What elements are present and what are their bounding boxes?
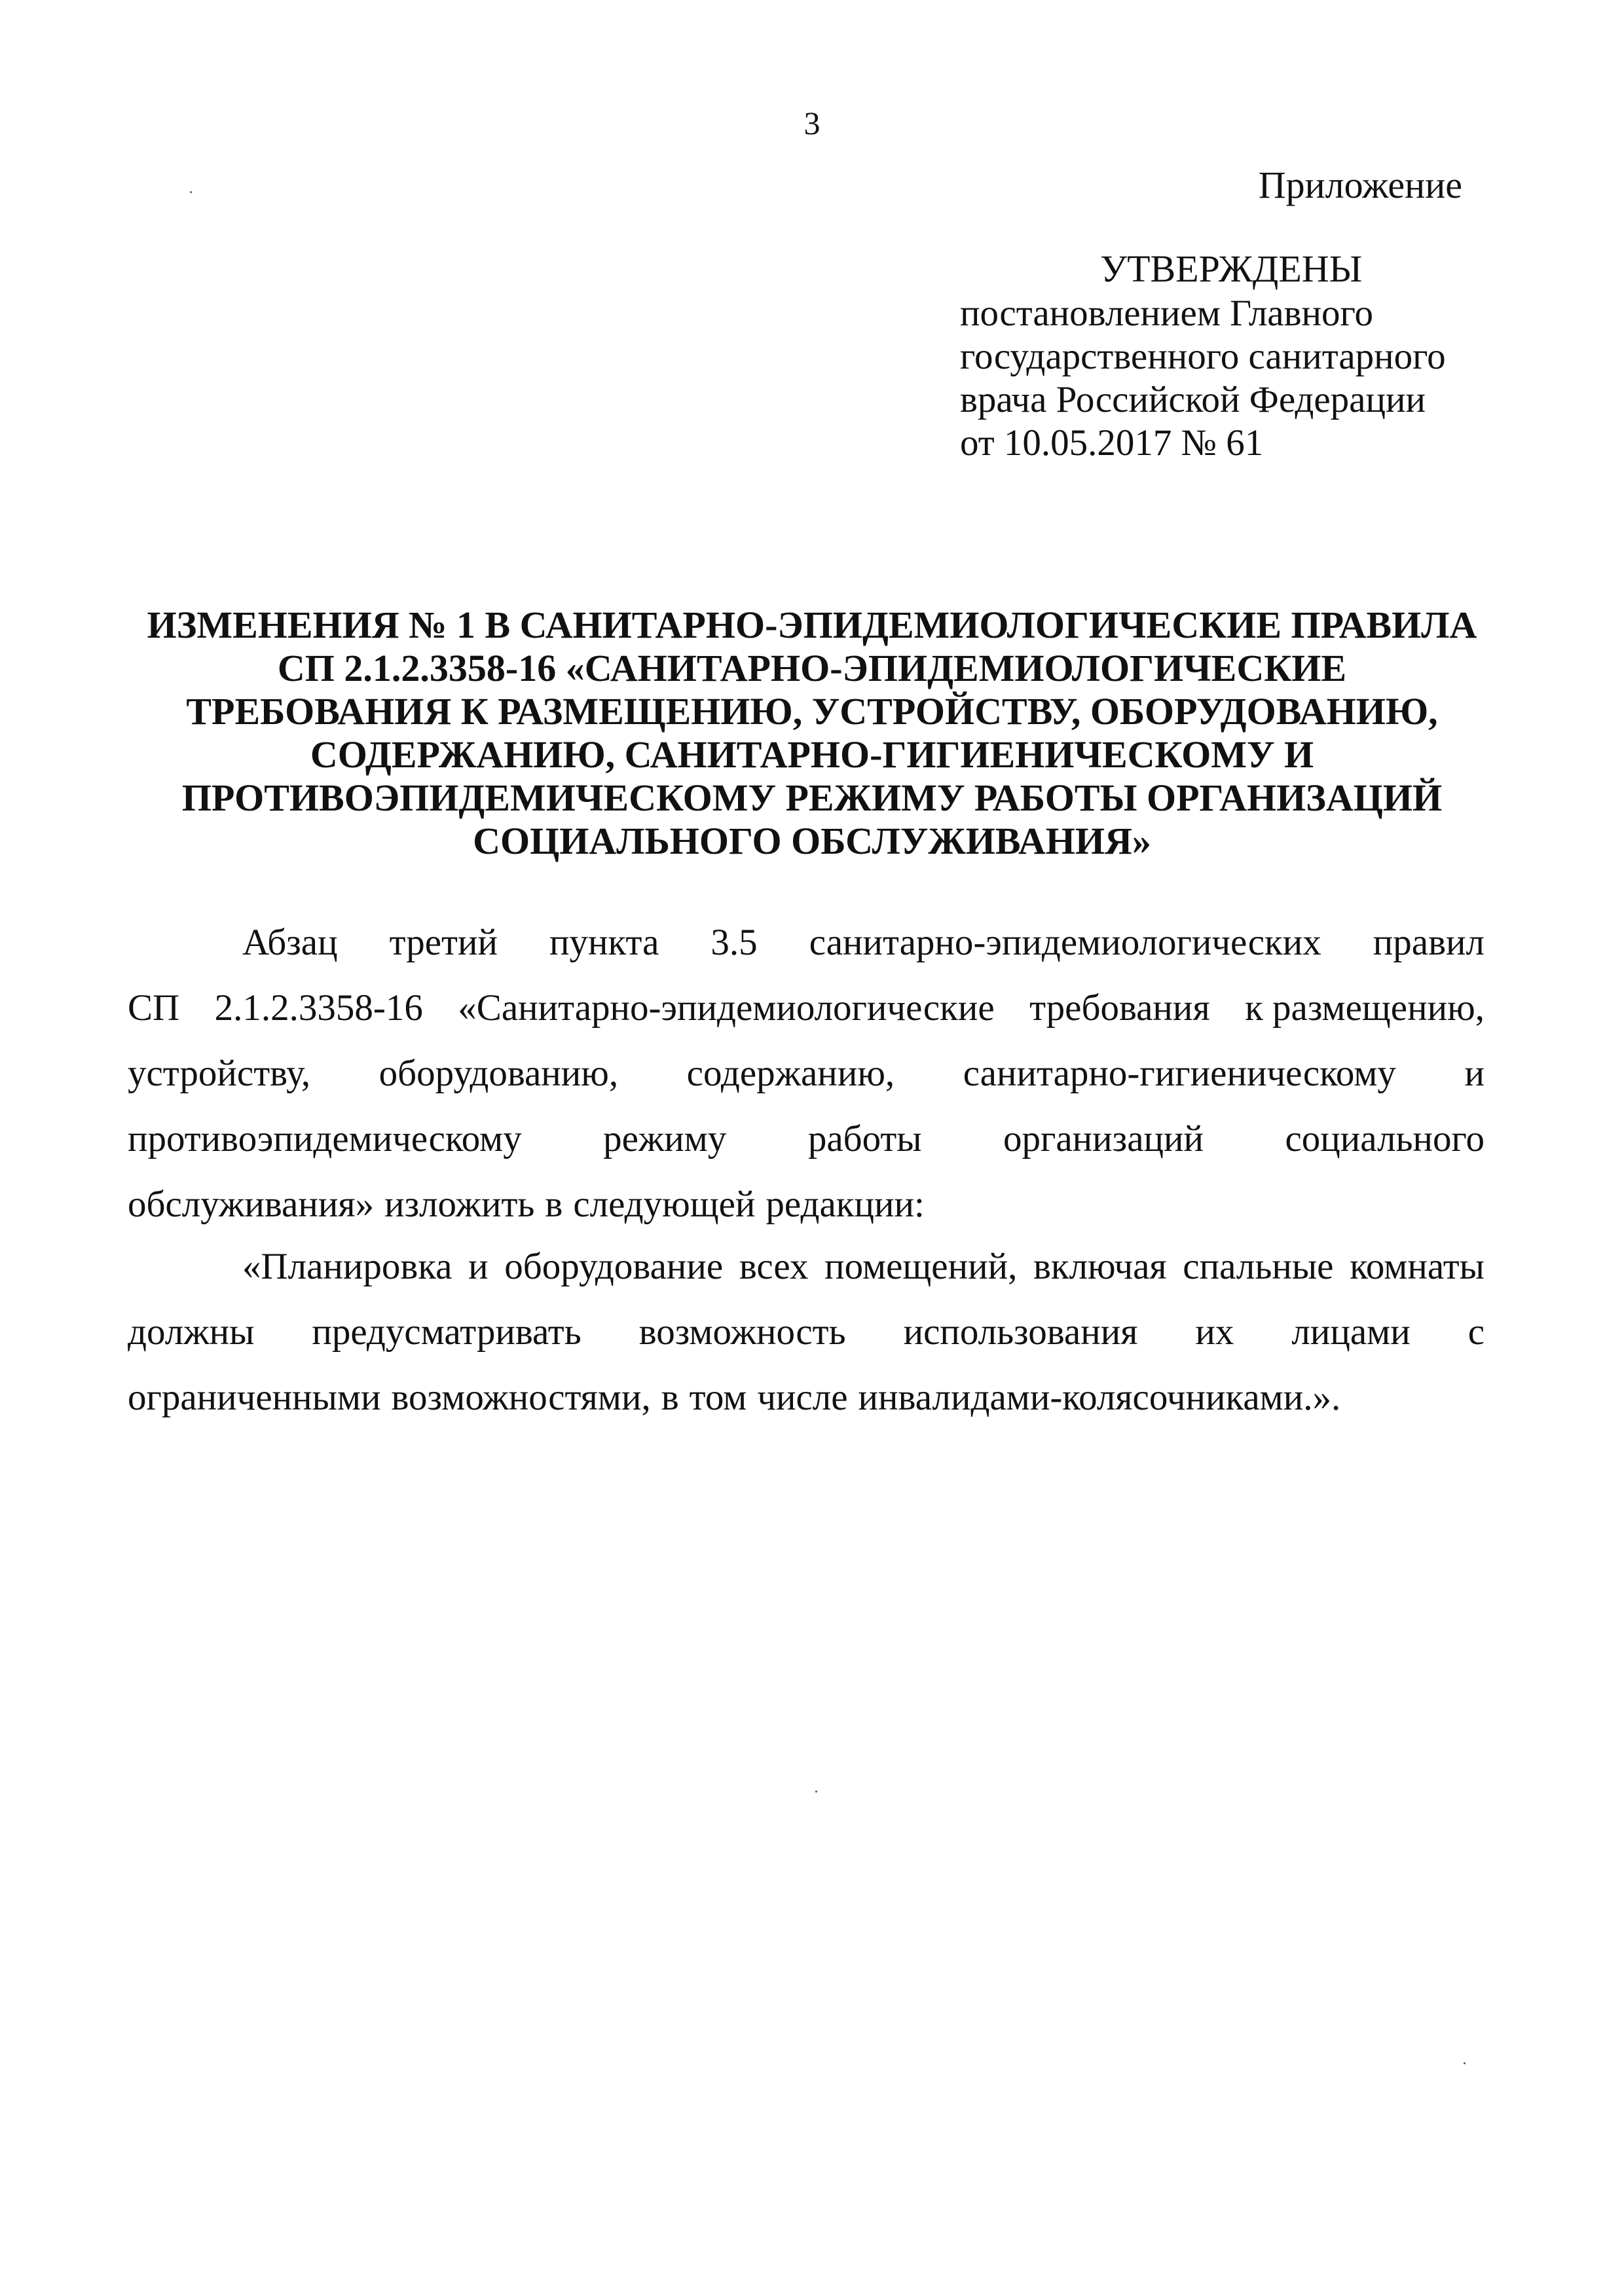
text-line [128,910,1485,975]
word: комнаты [1350,1246,1485,1287]
paragraph-new-wording [128,1234,1485,1430]
approval-line: государственного санитарного [960,336,1446,377]
word: 3.5 [710,922,758,963]
approval-line: врача Российской Федерации [960,379,1426,420]
word: всех [739,1246,809,1287]
word: в [661,1377,679,1418]
word: числе [757,1377,848,1418]
word: противоэпидемическому [128,1118,522,1159]
word: к размещению, [1245,987,1485,1029]
word: санитарно-эпидемиологических [809,922,1321,963]
title-line: ИЗМЕНЕНИЯ № 1 В САНИТАРНО-ЭПИДЕМИОЛОГИЧЕСКИЕ ПРАВИЛА [147,604,1477,646]
word: социального [1285,1118,1485,1159]
word: их [1195,1311,1234,1353]
approval-date-number: от 10.05.2017 № 61 [960,422,1264,464]
word: работы [807,1118,922,1159]
text-line [128,1106,1485,1172]
word: лицами [1291,1311,1411,1353]
scan-speck [190,191,192,193]
title-line: СП 2.1.2.3358-16 «САНИТАРНО-ЭПИДЕМИОЛОГИЧЕСКИЕ [277,647,1347,689]
approval-line: постановлением Главного [960,293,1373,334]
title-line: СОЦИАЛЬНОГО ОБСЛУЖИВАНИЯ» [473,820,1151,862]
approved-title: УТВЕРЖДЕНЫ [1100,247,1363,290]
word: ограниченными [128,1377,381,1418]
word: с [1467,1311,1485,1353]
scan-speck [815,1791,817,1793]
text-line [128,1365,1485,1430]
word: СП [128,987,180,1029]
word: содержанию, [686,1053,895,1094]
text-line [128,1234,1485,1300]
text-line [128,1041,1485,1106]
word: использования [903,1311,1138,1353]
page-number: 3 [803,105,821,141]
word: правил [1373,922,1485,963]
word: включая [1033,1246,1167,1287]
text-line [128,975,1485,1041]
word: помещений, [824,1246,1018,1287]
word: в [545,1184,563,1225]
document-title [98,604,1526,863]
word: требования [1029,987,1210,1029]
word: Абзац [242,922,338,963]
word: том [689,1377,747,1418]
word: следующей [573,1184,756,1225]
word: третий [389,922,498,963]
approval-block [960,246,1549,465]
word: пункта [549,922,659,963]
word: режиму [603,1118,727,1159]
word: обслуживания» [128,1184,375,1225]
word: возможность [638,1311,846,1353]
word: и [1464,1053,1485,1094]
word: организаций [1003,1118,1204,1159]
word: предусматривать [312,1311,581,1353]
word: устройству, [128,1053,311,1094]
text-line [128,1300,1485,1365]
word: спальные [1183,1246,1334,1287]
word: редакции: [766,1184,925,1225]
word: 2.1.2.3358-16 [214,987,423,1029]
title-line: ПРОТИВОЭПИДЕМИЧЕСКОМУ РЕЖИМУ РАБОТЫ ОРГАНИЗАЦИЙ [181,776,1443,819]
word: оборудованию, [378,1053,619,1094]
word: и [468,1246,489,1287]
word: должны [128,1311,255,1353]
word: изложить [384,1184,535,1225]
appendix-label: Приложение [1258,164,1462,206]
title-line: СОДЕРЖАНИЮ, САНИТАРНО-ГИГИЕНИЧЕСКОМУ И [310,733,1314,776]
word: «Планировка [242,1246,452,1287]
title-line: ТРЕБОВАНИЯ К РАЗМЕЩЕНИЮ, УСТРОЙСТВУ, ОБОРУДОВАНИЮ, [186,690,1438,733]
scan-speck [1464,2062,1466,2064]
word: возможностями, [391,1377,651,1418]
text-line [128,1172,1485,1237]
paragraph-amendment-intro [128,910,1485,1237]
word: инвалидами-колясочниками.». [858,1377,1341,1418]
word: оборудование [504,1246,724,1287]
word: «Санитарно-эпидемиологические [458,987,995,1029]
word: санитарно-гигиеническому [963,1053,1396,1094]
